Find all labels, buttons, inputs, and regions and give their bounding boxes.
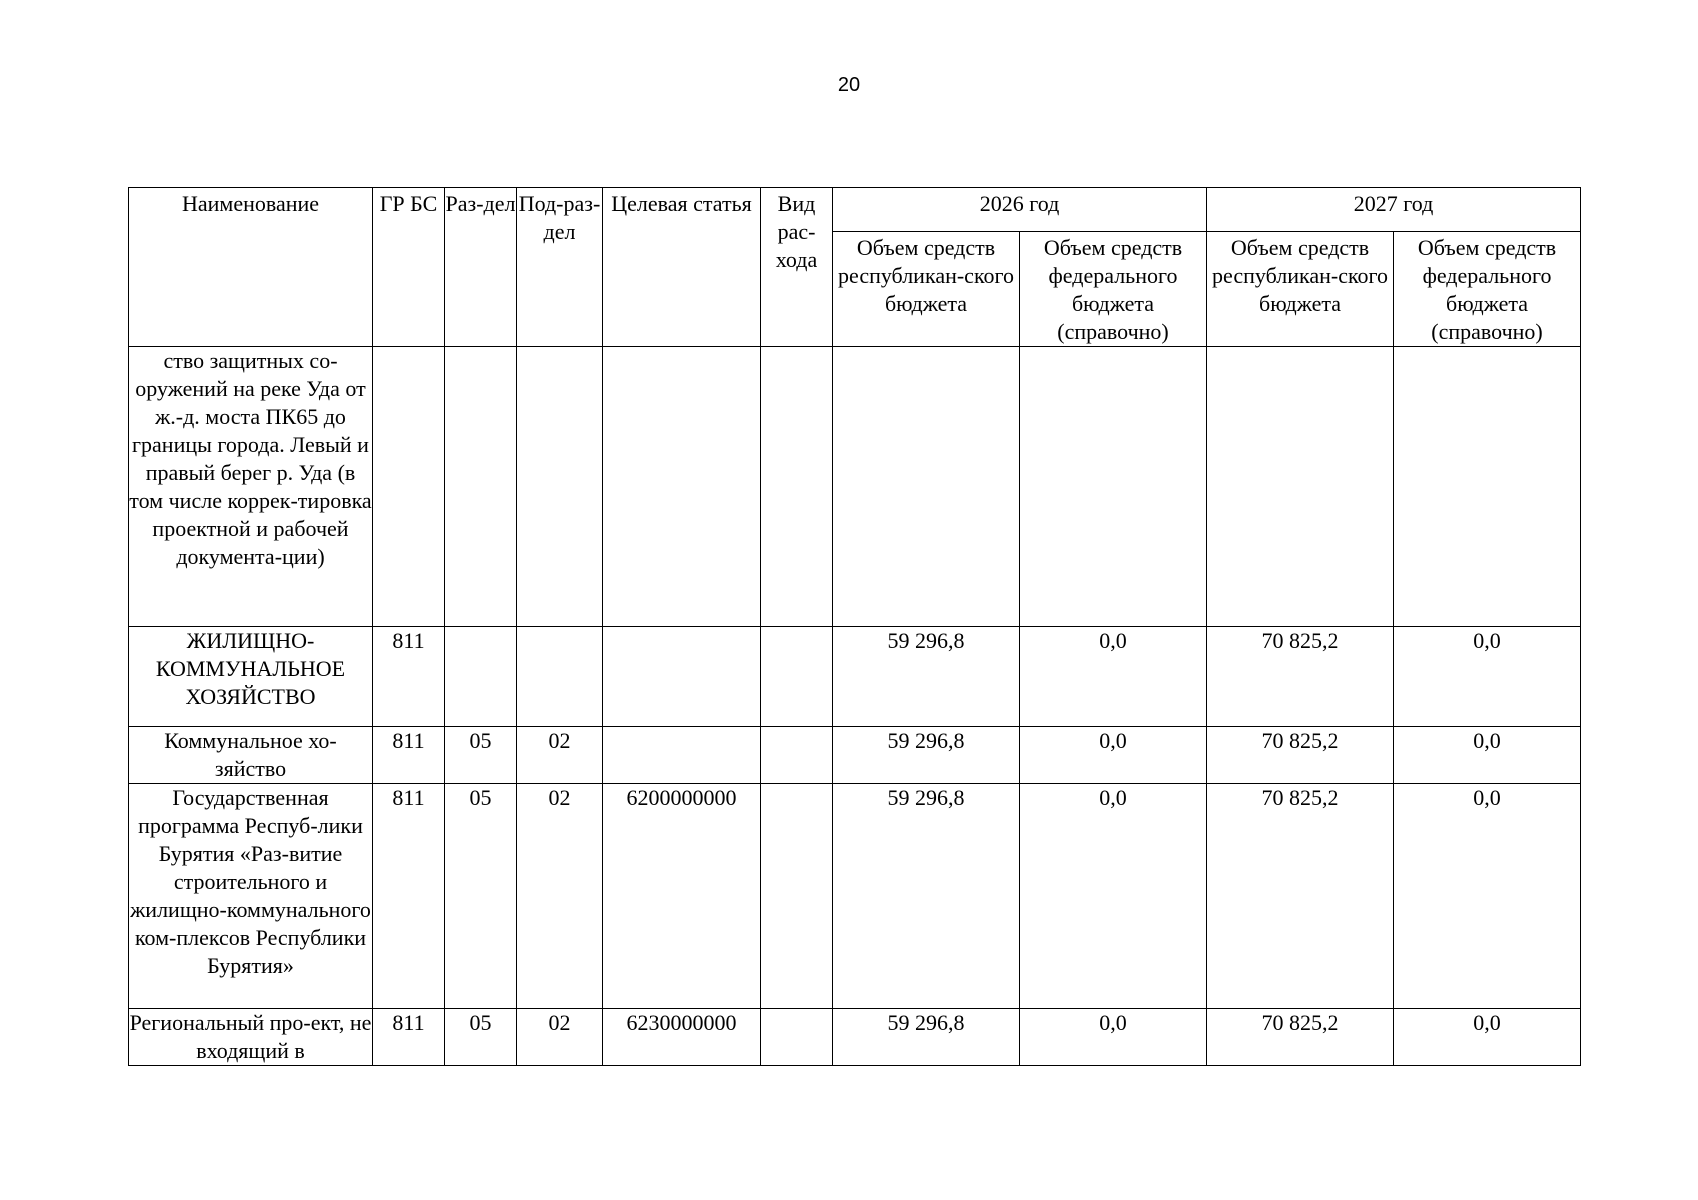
row-expense-type <box>761 784 833 1009</box>
row-razdel <box>445 627 517 727</box>
header-name: Наименование <box>129 188 373 347</box>
row-target-article: 6200000000 <box>603 784 761 1009</box>
row-federal-2026: 0,0 <box>1020 784 1207 1009</box>
row-name: Коммунальное хо-зяйство <box>129 727 373 784</box>
row-podrazdel: 02 <box>517 784 603 1009</box>
row-grbs: 811 <box>373 784 445 1009</box>
row-grbs: 811 <box>373 627 445 727</box>
header-expense-type: Вид рас-хода <box>761 188 833 347</box>
row-name: Государственная программа Респуб-лики Бурятия «Раз-витие строительного и жилищно-коммунального ком-плексов Республики Бурятия» <box>129 784 373 1009</box>
header-year-2026: 2026 год <box>833 188 1207 232</box>
header-year-2027: 2027 год <box>1207 188 1581 232</box>
row-target-article: 6230000000 <box>603 1009 761 1066</box>
row-target-article <box>603 627 761 727</box>
row-name: Региональный про-ект, не входящий в <box>129 1009 373 1066</box>
header-federal-2026: Объем средств федерального бюджета (справочно) <box>1020 232 1207 347</box>
row-republican-2027 <box>1207 347 1394 627</box>
row-federal-2026: 0,0 <box>1020 627 1207 727</box>
row-expense-type <box>761 727 833 784</box>
row-podrazdel <box>517 347 603 627</box>
row-razdel: 05 <box>445 727 517 784</box>
row-expense-type <box>761 1009 833 1066</box>
row-name: ЖИЛИЩНО-КОММУНАЛЬНОЕ ХОЗЯЙСТВО <box>129 627 373 727</box>
row-target-article <box>603 727 761 784</box>
row-federal-2027: 0,0 <box>1394 627 1581 727</box>
header-grbs: ГР БС <box>373 188 445 347</box>
row-republican-2027: 70 825,2 <box>1207 1009 1394 1066</box>
row-federal-2027: 0,0 <box>1394 1009 1581 1066</box>
header-federal-2027: Объем средств федерального бюджета (справочно) <box>1394 232 1581 347</box>
row-razdel: 05 <box>445 784 517 1009</box>
row-podrazdel <box>517 627 603 727</box>
page-number: 20 <box>837 74 861 96</box>
row-republican-2027: 70 825,2 <box>1207 627 1394 727</box>
header-target-article: Целевая статья <box>603 188 761 347</box>
header-republican-2026: Объем средств республикан-ского бюджета <box>833 232 1020 347</box>
table-row <box>129 627 1581 727</box>
row-federal-2026 <box>1020 347 1207 627</box>
row-target-article <box>603 347 761 627</box>
table-row <box>129 727 1581 784</box>
row-federal-2026: 0,0 <box>1020 727 1207 784</box>
row-republican-2026: 59 296,8 <box>833 627 1020 727</box>
row-name: ство защитных со-оружений на реке Уда от ж.-д. моста ПК65 до границы города. Левый и правый берег р. Уда (в том числе коррек-тировка проектной и рабочей документа-ции) <box>129 347 373 627</box>
row-podrazdel: 02 <box>517 1009 603 1066</box>
row-republican-2027: 70 825,2 <box>1207 784 1394 1009</box>
table-row <box>129 347 1581 627</box>
row-grbs: 811 <box>373 1009 445 1066</box>
row-federal-2027: 0,0 <box>1394 727 1581 784</box>
row-grbs <box>373 347 445 627</box>
row-expense-type <box>761 347 833 627</box>
row-republican-2026: 59 296,8 <box>833 727 1020 784</box>
row-republican-2026: 59 296,8 <box>833 784 1020 1009</box>
row-razdel <box>445 347 517 627</box>
header-podrazdel: Под-раз-дел <box>517 188 603 347</box>
row-razdel: 05 <box>445 1009 517 1066</box>
table-row <box>129 1009 1581 1066</box>
row-republican-2026 <box>833 347 1020 627</box>
row-expense-type <box>761 627 833 727</box>
row-federal-2027: 0,0 <box>1394 784 1581 1009</box>
header-republican-2027: Объем средств республикан-ского бюджета <box>1207 232 1394 347</box>
header-razdel: Раз-дел <box>445 188 517 347</box>
row-republican-2026: 59 296,8 <box>833 1009 1020 1066</box>
row-podrazdel: 02 <box>517 727 603 784</box>
row-federal-2027 <box>1394 347 1581 627</box>
row-federal-2026: 0,0 <box>1020 1009 1207 1066</box>
table-row <box>129 784 1581 1009</box>
row-republican-2027: 70 825,2 <box>1207 727 1394 784</box>
budget-table <box>128 187 1581 1066</box>
row-grbs: 811 <box>373 727 445 784</box>
